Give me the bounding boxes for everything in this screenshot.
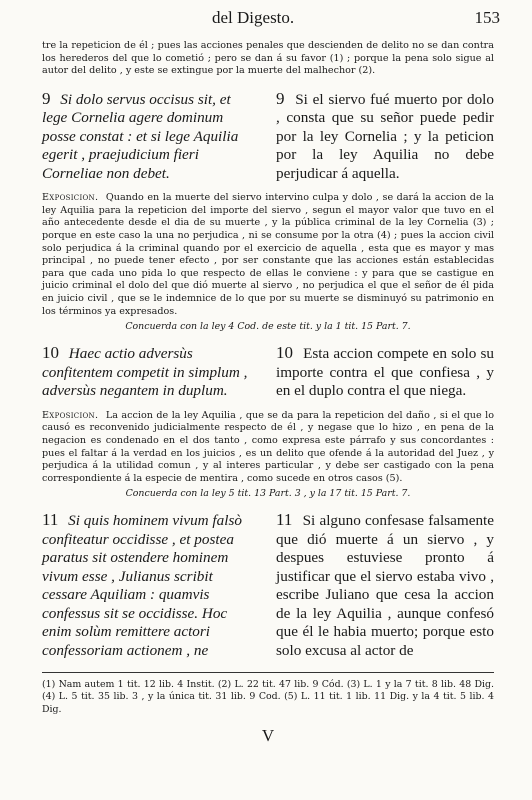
- spanish-text: [276, 90, 494, 184]
- signature-mark: V: [261, 725, 275, 745]
- footnote-divider: [42, 672, 494, 673]
- concordance: Concuerda con la ley 4 Cod. de este tit. y la 1 tit. 15 Part. 7.: [125, 321, 411, 333]
- spanish-text: [276, 511, 494, 660]
- exposition: [42, 410, 494, 486]
- section-9: [42, 90, 494, 184]
- latin-text: [42, 511, 256, 660]
- spanish-paragraph: Esta accion compete en solo su importe contra el que confiesa , y en el duplo contra el que niega.: [276, 345, 494, 400]
- latin-paragraph: Haec actio adversùs confitentem competit in simplum , adversùs negantem in duplum.: [42, 345, 248, 400]
- section-number: 9: [42, 88, 51, 108]
- exposition-label: Exposicion.: [42, 192, 99, 204]
- section-number: 11: [42, 510, 59, 530]
- book-page: [42, 8, 500, 746]
- page-header: [42, 8, 500, 34]
- spanish-paragraph: Si alguno confesase falsamente que dió muerte á un siervo , y despues estuviese pronto á justificar que el siervo estaba vivo , escribe Juliano que cesa la accion de la ley Aquilia , aunque confesó que él le habia muerto; porque esto solo excusa al actor de: [276, 512, 494, 659]
- exposition: [42, 192, 494, 318]
- latin-text: [42, 344, 256, 401]
- footnotes: (1) Nam autem 1 tit. 12 lib. 4 Instit. (2) L. 22 tit. 47 lib. 9 Cód. (3) L. 1 y la 7 tit. 8 lib. 48 Dig. (4) L. 5 tit. 35 lib. 3 , y la única tit. 31 lib. 9 Cod. (5) L. 11 tit. 1 lib. 11 Dig. y la 4 tit. 5 lib. 4 Dig.: [42, 679, 494, 715]
- section-11: [42, 511, 494, 660]
- section-number: 10: [276, 343, 293, 363]
- intro-paragraph: tre la repeticion de él ; pues las acciones penales que descienden de delito no se dan contra los herederos del que lo cometió ; pero se dan á su favor (1) ; porque la pena solo sigue al autor del delito , y este se extingue por la muerte del malhechor (2).: [42, 40, 494, 77]
- exposition-text: La accion de la ley Aquilia , que se da para la repeticion del daño , si el que lo causó es reconvenido judicialmente respecto de él , y negase que lo hizo , en pena de la negacion es condenado en el dos tanto , como expresa este párrafo y sus concordantes : pues el faltar á la verdad en los juicios , es un delito que ofende á la autoridad del Juez , y perjudica á la utilidad comun , y al interes particular , y debe ser castigado con la pena correspondiente á la especie de mentira , como sucede en otros casos (5).: [42, 409, 494, 484]
- running-title: del Digesto.: [212, 8, 295, 27]
- exposition-text: Quando en la muerte del siervo intervino culpa y dolo , se dará la accion de la ley Aquilia para la repeticion del importe del siervo , segun el mayor valor que tuvo en el año antecedente desde el dia de su muerte , y la pública criminal de la ley Cornelia (3) ; porque en este caso la una no perjudica , ni se consume por la otra (4) ; pues la accion civil solo perjudica á la criminal quando por el exercicio de aquella , esta que es mayor y mas principal , no puede tener efecto , por ser constante que las acciones están establecidas para que cada uno pida lo que respecto de ellas le conviene : y para que se castigue en juicio criminal el dolo del que dió muerte al siervo , no perjudica el que el señor de él pida en juicio civil , que se le indemnice de lo que por su muerte se disminuyó su patrimonio en los términos ya expresados.: [42, 192, 494, 317]
- spanish-paragraph: Si el siervo fué muerto por dolo , consta que su señor puede pedir por la ley Cornelia ; y la peticion por la ley Aquilia no debe perjudicar á aquella.: [276, 90, 495, 182]
- section-number: 11: [276, 510, 293, 530]
- concordance: Concuerda con la ley 5 tit. 13 Part. 3 , y la 17 tit. 15 Part. 7.: [125, 488, 411, 500]
- section-number: 9: [276, 88, 285, 108]
- section-10: [42, 344, 494, 401]
- latin-paragraph: Si dolo servus occisus sit, et lege Cornelia agere dominum posse constat : et si lege Aquilia egerit , praejudicium fieri Corneliae non debet.: [42, 90, 239, 182]
- section-number: 10: [42, 343, 59, 363]
- spanish-text: [276, 344, 494, 401]
- page-number: 153: [474, 8, 500, 27]
- latin-paragraph: Si quis hominem vivum falsò confiteatur occidisse , et postea paratus sit ostendere hominem vivum esse , Julianus scribit cessare Aquiliam : quamvis confessus sit se occidisse. Hoc enim solùm remittere actori confessoriam actionem , ne: [42, 512, 242, 659]
- exposition-label: Exposicion.: [42, 409, 99, 421]
- latin-text: [42, 90, 256, 184]
